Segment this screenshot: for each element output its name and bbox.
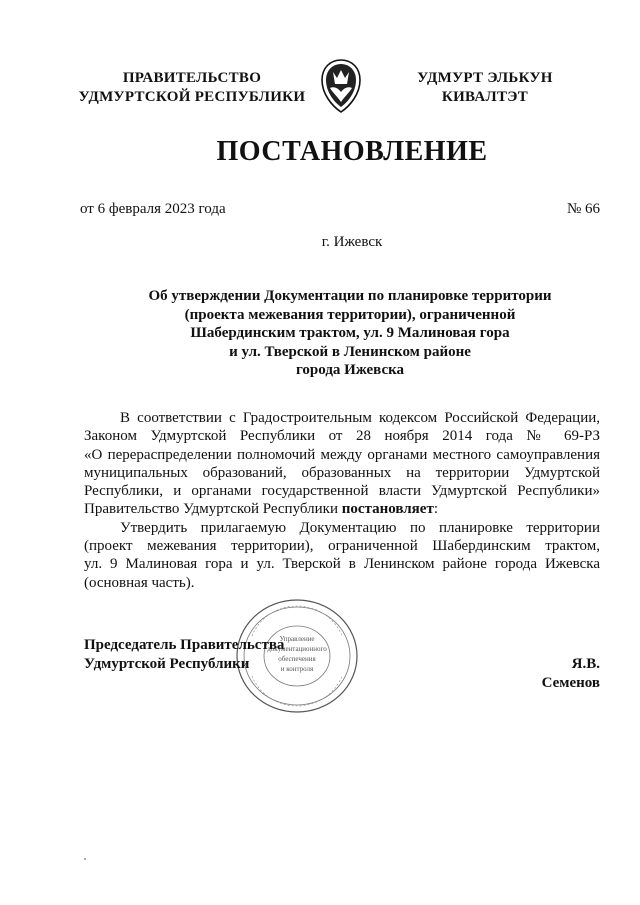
body-line: Законом Удмуртской Республики от 28 ноября 2014 года № 69-РЗ — [84, 428, 600, 445]
document-city: г. Ижевск — [321, 234, 383, 250]
gov-left-line2: УДМУРТСКОЙ РЕСПУБЛИКИ — [78, 89, 306, 105]
government-name-udmurt — [380, 69, 590, 107]
body-line: муниципальных образований, образованных на территории Удмуртской — [84, 464, 600, 481]
decree-verb: постановляет — [341, 501, 434, 518]
stamp-text-line: Управление — [279, 635, 315, 643]
body-line: «О перераспределении полномочий между органами местного самоуправления — [84, 446, 600, 463]
stamp-text-line: и контроля — [280, 665, 314, 673]
title-line: Шабердинским трактом, ул. 9 Малиновая гора — [190, 325, 510, 341]
stamp-text-line: документационного — [267, 645, 327, 653]
decree-suffix: : — [433, 501, 438, 518]
body-line: (основная часть). — [84, 574, 195, 591]
document-title — [130, 287, 570, 380]
body-line: В соответствии с Градостроительным кодексом Российской Федерации, — [120, 410, 600, 426]
signer-position-line1: Председатель Правительства — [84, 637, 285, 653]
decree-prefix: Правительство Удмуртской Республики — [84, 501, 342, 518]
gov-left-line1: ПРАВИТЕЛЬСТВО — [122, 70, 262, 86]
body-line: Утвердить прилагаемую Документацию по планировке территории — [120, 519, 600, 536]
signer-position — [84, 636, 284, 674]
title-line: города Ижевска — [295, 362, 405, 378]
body-line: ул. 9 Малиновая гора и ул. Тверской в Ленинском районе города Ижевска — [84, 556, 600, 573]
government-name-russian — [62, 69, 322, 107]
signer-position-line2: Удмуртской Республики — [84, 656, 250, 672]
scan-artifact-dot — [84, 858, 86, 860]
document-body — [84, 409, 600, 592]
document-number: № 66 — [566, 201, 600, 217]
title-line: Об утверждении Документации по планировке территории — [148, 288, 552, 304]
body-line: Республики, и органами государственной власти Удмуртской Республики» — [84, 483, 600, 500]
document-type-heading: ПОСТАНОВЛЕНИЕ — [216, 136, 488, 167]
body-line-decree — [84, 500, 600, 518]
title-line: (проекта межевания территории), ограниченной — [184, 306, 516, 323]
coat-of-arms-icon — [316, 58, 366, 114]
gov-right-line1: УДМУРТ ЭЛЬКУН — [417, 70, 553, 86]
title-line: и ул. Тверской в Ленинском районе — [229, 343, 471, 360]
document-date: от 6 февраля 2023 года — [80, 201, 226, 217]
gov-right-line2: КИВАЛТЭТ — [441, 89, 529, 105]
signer-name: Я.В. Семенов — [541, 656, 600, 691]
body-line: (проект межевания территории), ограниченной Шабердинским трактом, — [84, 538, 600, 555]
stamp-text-line: обеспечения — [278, 655, 316, 663]
